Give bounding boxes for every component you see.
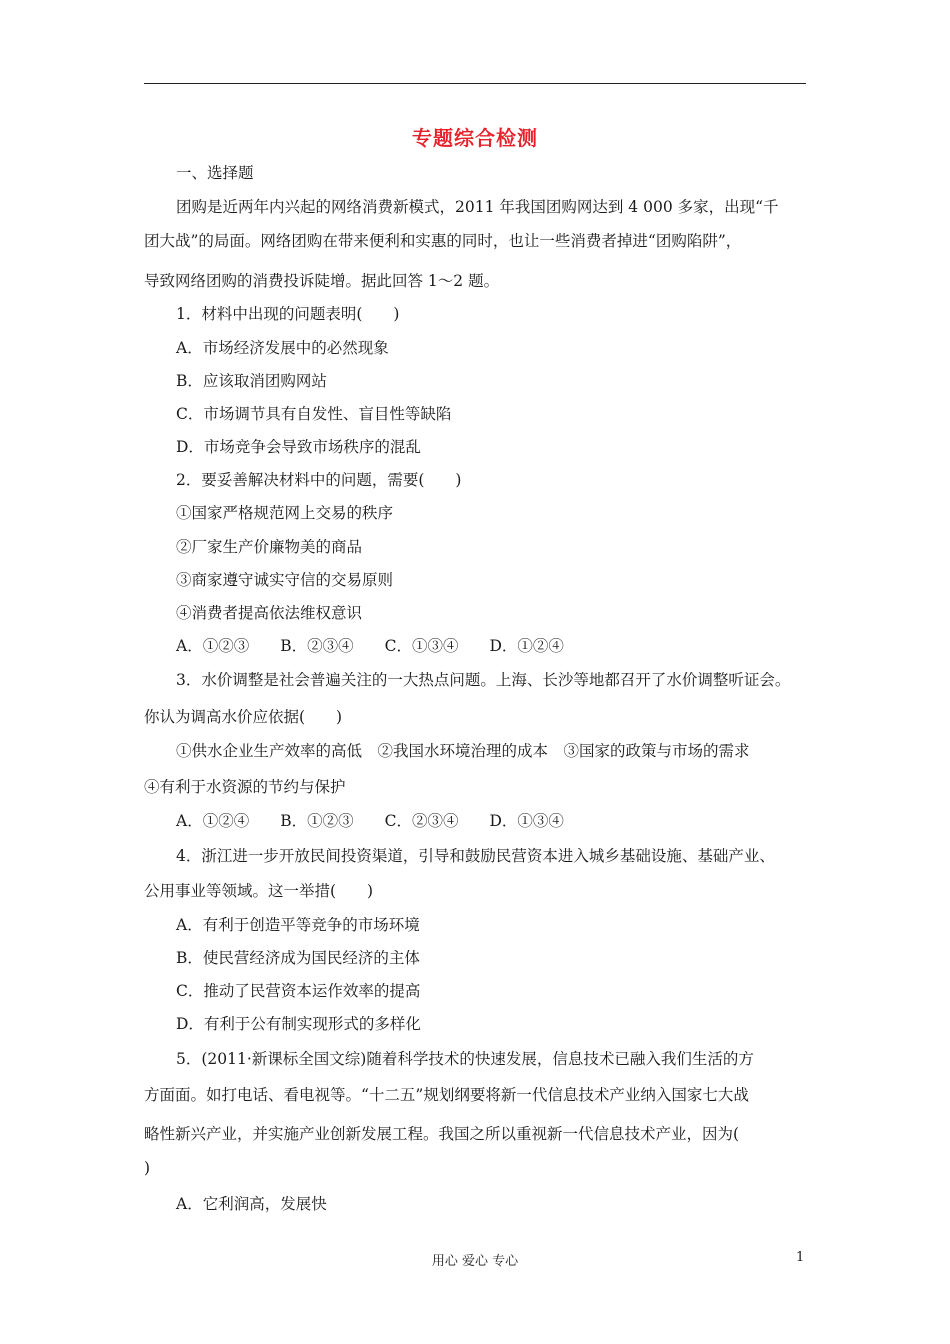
q5-line-2: 方面面。如打电话、看电视等。“十二五”规划纲要将新一代信息技术产业纳入国家七大战: [144, 1086, 749, 1104]
q4-option-b: B．使民营经济成为国民经济的主体: [176, 949, 420, 967]
q5-option-a: A．它利润高，发展快: [176, 1195, 327, 1213]
q1-option-d: D．市场竞争会导致市场秩序的混乱: [176, 438, 421, 456]
q4-option-c: C．推动了民营资本运作效率的提高: [176, 982, 421, 1000]
section-heading: 一、选择题: [176, 164, 254, 182]
q2-item-4: ④消费者提高依法维权意识: [176, 604, 363, 622]
q3-choices: A．①②④ B．①②③ C．②③④ D．①③④: [176, 812, 564, 830]
intro-line-3: 导致网络团购的消费投诉陡增。据此回答 1～2 题。: [144, 272, 500, 290]
q4-line-1: 4．浙江进一步开放民间投资渠道，引导和鼓励民营资本进入城乡基础设施、基础产业、: [176, 847, 775, 865]
q4-option-d: D．有利于公有制实现形式的多样化: [176, 1015, 421, 1033]
q5-line-1: 5．(2011·新课标全国文综)随着科学技术的快速发展，信息技术已融入我们生活的方: [176, 1050, 754, 1068]
q2-item-2: ②厂家生产价廉物美的商品: [176, 538, 363, 556]
intro-line-1: 团购是近两年内兴起的网络消费新模式，2011 年我国团购网达到 4 000 多家，出现“千: [176, 198, 779, 216]
q3-items-line-2: ④有利于水资源的节约与保护: [144, 778, 346, 796]
page-number: 1: [796, 1250, 805, 1265]
q4-line-2: 公用事业等领域。这一举措( ): [144, 882, 374, 900]
q2-choices: A．①②③ B．②③④ C．①③④ D．①②④: [176, 637, 564, 655]
page-footer: 用心 爱心 专心: [431, 1254, 519, 1269]
q3-items-line-1: ①供水企业生产效率的高低 ②我国水环境治理的成本 ③国家的政策与市场的需求: [176, 742, 750, 760]
q1-option-b: B．应该取消团购网站: [176, 372, 327, 390]
q2-item-1: ①国家严格规范网上交易的秩序: [176, 504, 394, 522]
q4-option-a: A．有利于创造平等竞争的市场环境: [176, 916, 420, 934]
intro-line-2: 团大战”的局面。网络团购在带来便利和实惠的同时，也让一些消费者掉进“团购陷阱”，: [144, 232, 742, 250]
header-rule: [144, 83, 806, 84]
q2-stem: 2．要妥善解决材料中的问题，需要( ): [176, 471, 462, 489]
q5-line-3: 略性新兴产业，并实施产业创新发展工程。我国之所以重视新一代信息技术产业，因为(: [144, 1125, 740, 1143]
page-title: 专题综合检测: [412, 126, 538, 150]
q1-option-c: C．市场调节具有自发性、盲目性等缺陷: [176, 405, 452, 423]
q1-stem: 1．材料中出现的问题表明( ): [176, 305, 400, 323]
q3-line-2: 你认为调高水价应依据( ): [144, 708, 343, 726]
q5-line-4: ): [144, 1159, 151, 1177]
q2-item-3: ③商家遵守诚实守信的交易原则: [176, 571, 394, 589]
q1-option-a: A．市场经济发展中的必然现象: [176, 339, 389, 357]
q3-line-1: 3．水价调整是社会普遍关注的一大热点问题。上海、长沙等地都召开了水价调整听证会。: [176, 671, 791, 689]
